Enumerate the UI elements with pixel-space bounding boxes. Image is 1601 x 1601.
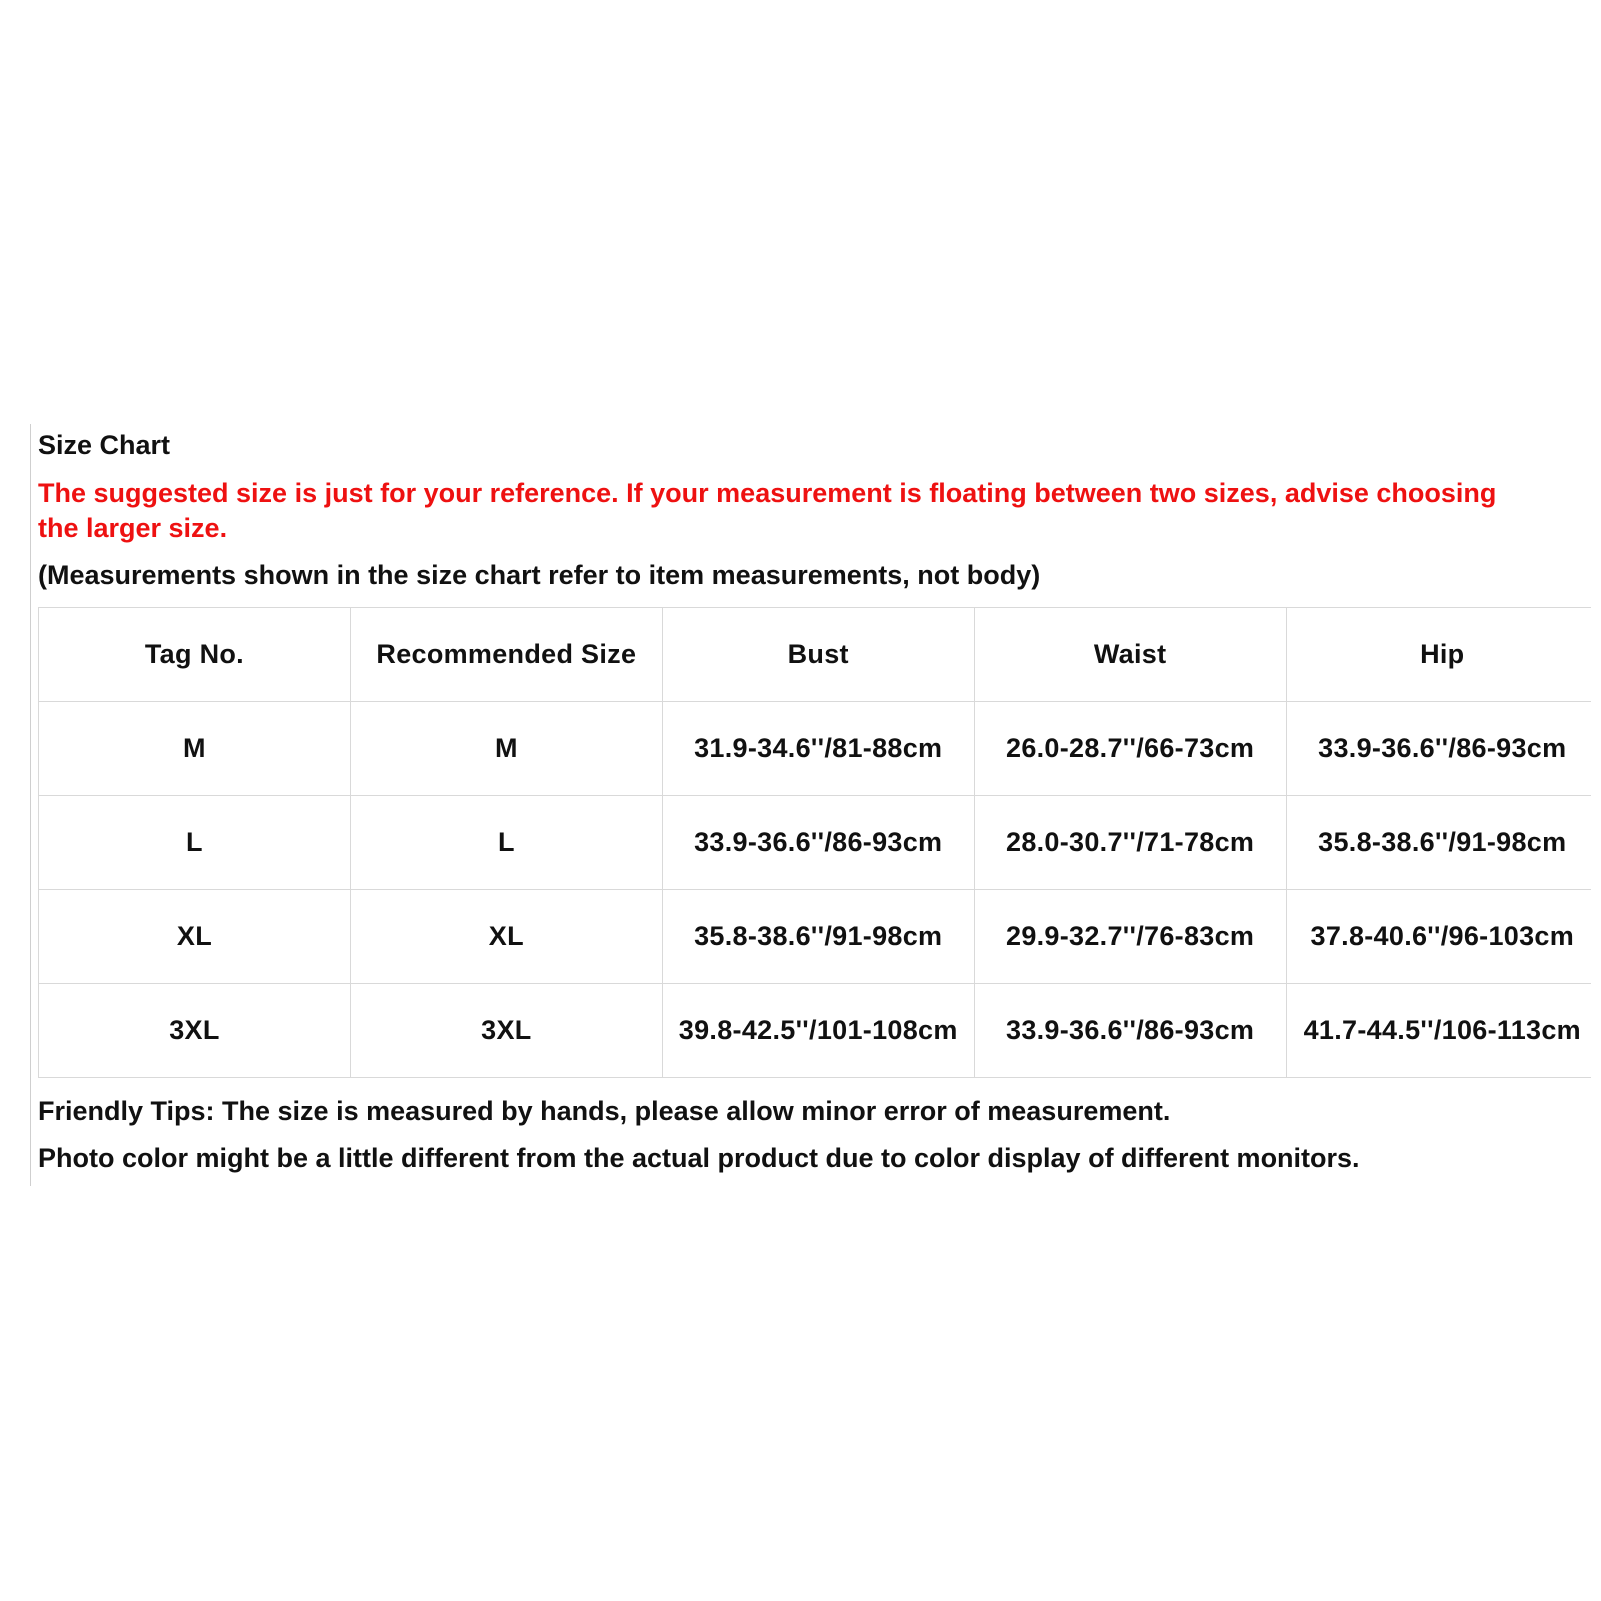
cell-waist: 28.0-30.7''/71-78cm bbox=[974, 796, 1286, 890]
table-row bbox=[39, 890, 1592, 984]
cell-recommended-size: M bbox=[350, 702, 662, 796]
cell-hip: 41.7-44.5''/106-113cm bbox=[1286, 984, 1591, 1078]
cell-bust: 33.9-36.6''/86-93cm bbox=[662, 796, 974, 890]
header-tag-no: Tag No. bbox=[39, 608, 351, 702]
color-disclaimer: Photo color might be a little different from the actual product due to color display of different monitors. bbox=[38, 1143, 1360, 1173]
cell-recommended-size: XL bbox=[350, 890, 662, 984]
size-chart-panel bbox=[30, 424, 1591, 1186]
cell-hip: 33.9-36.6''/86-93cm bbox=[1286, 702, 1591, 796]
table-row bbox=[39, 796, 1592, 890]
table-row bbox=[39, 702, 1592, 796]
friendly-tip: Friendly Tips: The size is measured by hands, please allow minor error of measurement. bbox=[38, 1096, 1171, 1126]
cell-tag-no: XL bbox=[39, 890, 351, 984]
measurement-note: (Measurements shown in the size chart refer to item measurements, not body) bbox=[38, 560, 1041, 590]
header-waist: Waist bbox=[974, 608, 1286, 702]
header-hip: Hip bbox=[1286, 608, 1591, 702]
size-warning: The suggested size is just for your reference. If your measurement is floating between two sizes, advise choosing the larger size. bbox=[38, 478, 1497, 543]
cell-recommended-size: L bbox=[350, 796, 662, 890]
cell-waist: 26.0-28.7''/66-73cm bbox=[974, 702, 1286, 796]
header-bust: Bust bbox=[662, 608, 974, 702]
cell-tag-no: M bbox=[39, 702, 351, 796]
table-row bbox=[39, 984, 1592, 1078]
cell-hip: 37.8-40.6''/96-103cm bbox=[1286, 890, 1591, 984]
cell-tag-no: L bbox=[39, 796, 351, 890]
page-title: Size Chart bbox=[38, 430, 171, 460]
header-recommended-size: Recommended Size bbox=[350, 608, 662, 702]
table-header-row bbox=[39, 608, 1592, 702]
cell-hip: 35.8-38.6''/91-98cm bbox=[1286, 796, 1591, 890]
cell-waist: 33.9-36.6''/86-93cm bbox=[974, 984, 1286, 1078]
cell-bust: 31.9-34.6''/81-88cm bbox=[662, 702, 974, 796]
cell-bust: 39.8-42.5''/101-108cm bbox=[662, 984, 974, 1078]
cell-tag-no: 3XL bbox=[39, 984, 351, 1078]
size-table bbox=[38, 607, 1591, 1078]
cell-recommended-size: 3XL bbox=[350, 984, 662, 1078]
cell-waist: 29.9-32.7''/76-83cm bbox=[974, 890, 1286, 984]
cell-bust: 35.8-38.6''/91-98cm bbox=[662, 890, 974, 984]
